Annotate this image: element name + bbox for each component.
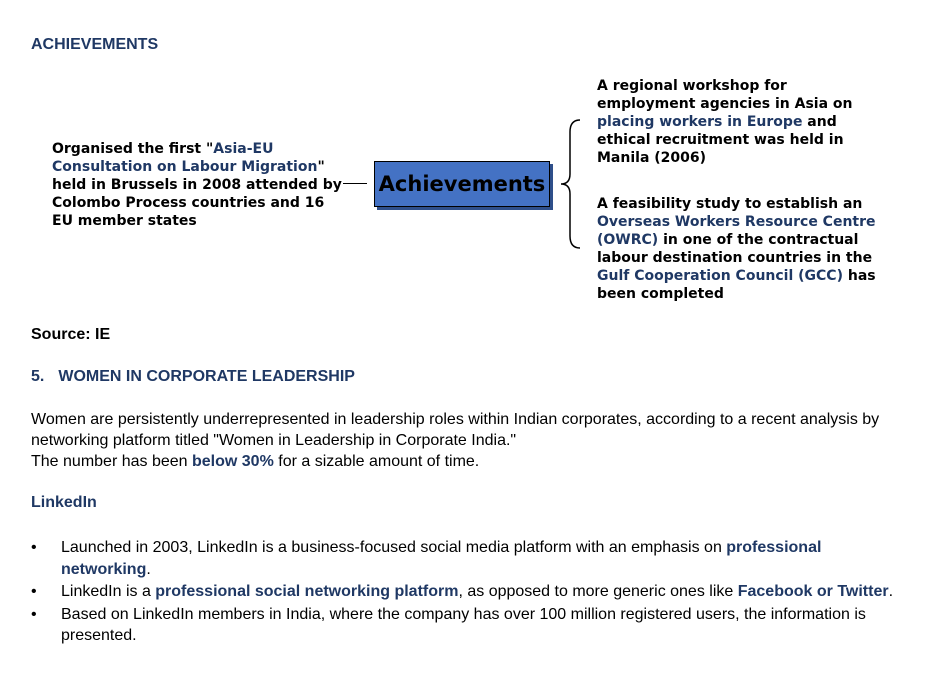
text-part: Based on LinkedIn members in India, where the company has over 100 million registered users, the information is presented. — [61, 605, 866, 644]
bullet-icon: • — [31, 539, 37, 556]
right2-text-highlight: Gulf Cooperation Council (GCC) — [597, 268, 843, 284]
paragraph-line: Women are persistently underrepresented in leadership roles within Indian corporates, according to a recent analysis by networking platform titled "Women in Leadership in Corporate India." — [31, 411, 880, 449]
left-text-part: " held in Brussels in 2008 attended by Colombo Process countries and 16 EU member states — [52, 159, 342, 229]
list-item — [31, 581, 911, 603]
achievements-box — [374, 161, 550, 207]
highlight-below-30: below 30% — [192, 453, 274, 470]
bullet-icon: • — [31, 605, 37, 623]
right1-text-part: A regional workshop for employment agencies in Asia on — [597, 78, 853, 112]
list-item — [31, 604, 911, 647]
right2-text-part: has been completed — [597, 268, 876, 302]
section5-heading — [31, 368, 355, 386]
right2-text-highlight: Overseas Workers Resource Centre (OWRC) — [597, 214, 876, 248]
text-part: . — [146, 560, 151, 578]
section5-paragraph — [31, 409, 911, 472]
right1-text-part: and ethical recruitment was held in Manila (2006) — [597, 114, 844, 166]
text-highlight: professional social networking platform — [155, 583, 459, 600]
paragraph-line — [31, 451, 911, 472]
text-highlight: professional networking — [61, 539, 822, 578]
text-part: Launched in 2003, LinkedIn is a business-focused social media platform with an emphasis on — [61, 539, 727, 556]
achievements-heading: ACHIEVEMENTS — [31, 36, 159, 53]
text-part: for a sizable amount of time. — [273, 453, 480, 470]
diagram-connector-line — [343, 183, 367, 184]
section5-number: 5. — [31, 368, 45, 385]
right2-text-part: A feasibility study to establish an — [597, 196, 863, 212]
left-text-part: Organised the first " — [52, 141, 214, 157]
section5-title: WOMEN IN CORPORATE LEADERSHIP — [58, 368, 355, 385]
diagram-right-text-1 — [597, 77, 887, 167]
diagram-left-text — [52, 140, 342, 230]
diagram-right-text-2 — [597, 195, 887, 303]
right1-text-highlight: placing workers in Europe — [597, 114, 803, 130]
achievements-box-label: Achievements — [378, 172, 546, 196]
curly-brace-icon — [558, 118, 584, 250]
text-part: LinkedIn is a — [61, 583, 156, 600]
text-part: , as opposed to more generic ones like — [458, 583, 738, 600]
list-item — [31, 537, 911, 580]
right2-text-part: in one of the contractual labour destination countries in the — [597, 232, 873, 266]
linkedin-bullet-list — [31, 537, 911, 648]
text-part: The number has been — [31, 453, 192, 470]
linkedin-heading: LinkedIn — [31, 494, 97, 511]
left-text-highlight: Asia-EU Consultation on Labour Migration — [52, 141, 318, 175]
source-label: Source: IE — [31, 326, 111, 343]
bullet-icon: • — [31, 583, 37, 600]
text-part: . — [888, 583, 894, 600]
text-highlight: Facebook or Twitter — [737, 583, 889, 600]
